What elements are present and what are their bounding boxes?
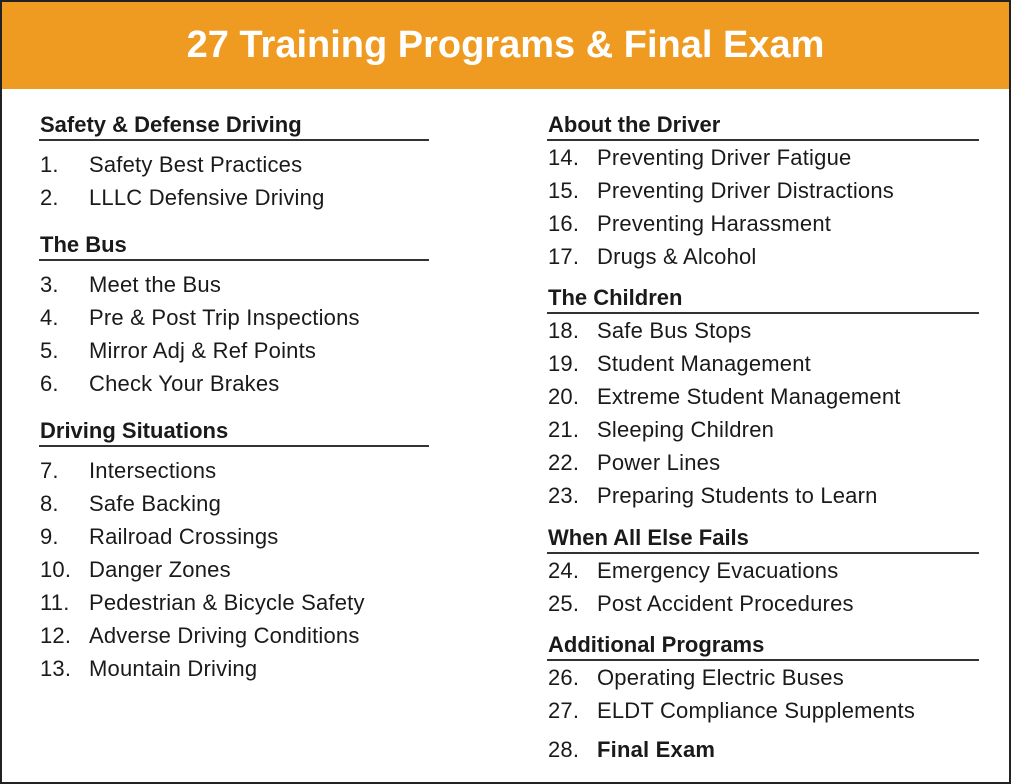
program-item [547,314,979,347]
program-label: Mirror Adj & Ref Points [89,338,317,363]
program-item [547,174,979,207]
program-label: Preventing Driver Distractions [597,178,894,203]
program-item [547,661,979,694]
program-label: Intersections [89,458,217,483]
program-item [547,554,979,587]
program-number: 11. [40,590,70,615]
program-label: Safety Best Practices [89,152,303,177]
program-number: 16. [548,211,580,236]
program-label: Preparing Students to Learn [597,483,878,508]
section-the-children [547,279,979,512]
program-item [547,413,979,446]
program-item [39,454,429,487]
program-list [39,454,429,685]
program-item [39,619,429,652]
program-number: 26. [548,665,580,690]
program-item [547,347,979,380]
program-number: 28. [548,737,580,762]
program-label: Preventing Driver Fatigue [597,145,852,170]
program-number: 7. [40,458,59,483]
final-exam-label: Final Exam [597,737,716,762]
program-label: Safe Backing [89,491,222,516]
program-item [39,487,429,520]
section-title: The Children [547,279,979,314]
program-item [547,141,979,174]
program-item [39,148,429,181]
program-label: Operating Electric Buses [597,665,844,690]
section-title: About the Driver [547,106,979,141]
program-label: Meet the Bus [89,272,222,297]
program-number: 4. [40,305,59,330]
program-list [39,148,429,214]
program-item [39,301,429,334]
program-item [547,587,979,620]
program-label: Check Your Brakes [89,371,280,396]
program-number: 27. [548,698,580,723]
program-number: 21. [548,417,580,442]
program-item [547,207,979,240]
program-item [547,479,979,512]
program-label: Emergency Evacuations [597,558,839,583]
program-label: Danger Zones [89,557,231,582]
section-about-the-driver [547,106,979,273]
program-list [547,141,979,273]
program-label: LLLC Defensive Driving [89,185,325,210]
program-item [39,652,429,685]
program-item [547,380,979,413]
program-label: Railroad Crossings [89,524,279,549]
program-label: Drugs & Alcohol [597,244,757,269]
program-item [39,367,429,400]
program-label: ELDT Compliance Supplements [597,698,916,723]
program-number: 18. [548,318,580,343]
program-number: 3. [40,272,59,297]
section-safety-and-defense-driving [39,106,429,214]
program-list [547,661,979,727]
program-number: 13. [40,656,72,681]
program-number: 20. [548,384,580,409]
program-number: 8. [40,491,59,516]
section-title: Driving Situations [39,412,429,447]
section-title: Additional Programs [547,626,979,661]
program-item [39,268,429,301]
program-number: 24. [548,558,580,583]
program-number: 15. [548,178,580,203]
program-item [39,520,429,553]
section-title: Safety & Defense Driving [39,106,429,141]
program-label: Preventing Harassment [597,211,832,236]
program-number: 14. [548,145,580,170]
program-label: Sleeping Children [597,417,775,442]
program-label: Extreme Student Management [597,384,901,409]
program-number: 5. [40,338,59,363]
program-list [39,268,429,400]
section-when-all-else-fails [547,519,979,620]
program-number: 6. [40,371,59,396]
program-number: 1. [40,152,59,177]
page-title: 27 Training Programs & Final Exam [2,2,1009,89]
program-item [547,240,979,273]
program-number: 23. [548,483,580,508]
program-label: Power Lines [597,450,721,475]
program-label: Pre & Post Trip Inspections [89,305,360,330]
program-number: 19. [548,351,580,376]
program-label: Mountain Driving [89,656,258,681]
section-additional-programs [547,626,979,727]
program-number: 17. [548,244,580,269]
final-exam-item [547,733,715,766]
program-label: Student Management [597,351,811,376]
section-title: When All Else Fails [547,519,979,554]
program-number: 10. [40,557,72,582]
program-item [39,334,429,367]
section-driving-situations [39,412,429,685]
program-item [547,694,979,727]
program-number: 22. [548,450,580,475]
section-the-bus [39,226,429,400]
program-number: 25. [548,591,580,616]
program-label: Post Accident Procedures [597,591,854,616]
program-number: 12. [40,623,72,648]
program-item [39,181,429,214]
program-number: 9. [40,524,59,549]
program-label: Pedestrian & Bicycle Safety [89,590,365,615]
program-item [39,586,429,619]
section-title: The Bus [39,226,429,261]
program-item [547,446,979,479]
program-list [547,314,979,512]
program-number: 2. [40,185,59,210]
program-label: Adverse Driving Conditions [89,623,360,648]
program-label: Safe Bus Stops [597,318,752,343]
program-item [39,553,429,586]
program-list [547,554,979,620]
